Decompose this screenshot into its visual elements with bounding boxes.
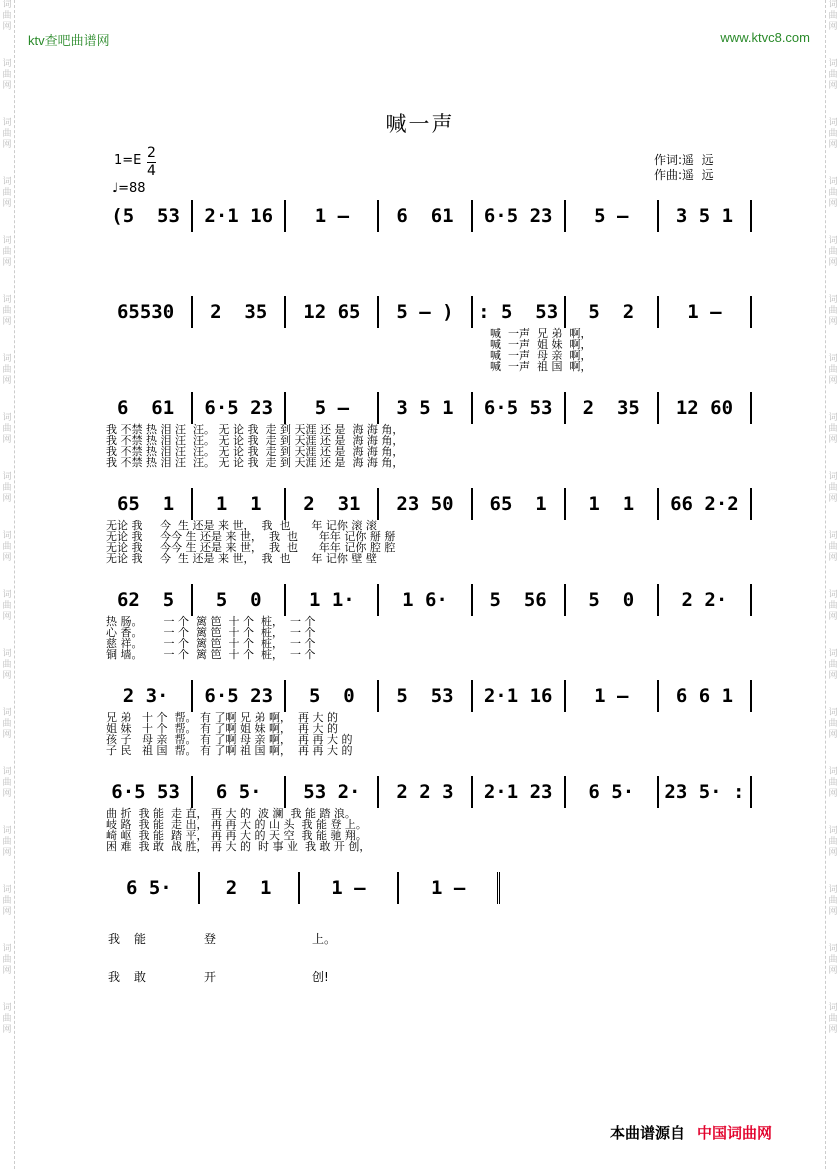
measure [659,200,752,232]
music-system [100,296,752,372]
measure [200,872,300,904]
measure-notes: 12 65 [303,301,361,323]
watermark-mark: 词 曲 网 [2,118,12,150]
watermark-mark: 词 曲 网 [2,590,12,622]
time-signature-bottom: 4 [147,163,156,179]
lyric-line: 子 民 祖 国 帮。 有 了啊 祖 国 啊， 再 再 大 的 [106,744,353,757]
measure-notes: 6 5· [588,781,635,803]
lyric-line: 我 不禁 热 泪 汪 汪。 无 论 我 走 到 天涯 还 是 海 海 角， [106,423,404,436]
measure [379,200,472,232]
final-lyric-word: 我 [108,970,121,984]
measure-notes: 3 5 1 [396,397,454,419]
measure-notes: 6·5 53 [483,397,553,419]
measure [566,488,659,520]
measure-notes: 2 35 [582,397,640,419]
lyric-line: 无论 我 今 生 还是 来 世， 我 也 年 记你 壁 壁 [106,552,377,565]
key-signature: 1=E [114,153,142,168]
measure [193,680,286,712]
watermark-mark: 词 曲 网 [828,0,838,32]
measure-notes: 6·5 23 [204,397,274,419]
lyric-line: 我 不禁 热 泪 汪 汪。 无 论 我 走 到 天涯 还 是 海 海 角， [106,434,404,447]
measure-notes: 5 53 [396,685,454,707]
measure [100,488,193,520]
notation-row [100,584,752,616]
measure-notes: : 5 53 [478,301,559,323]
measure [566,200,659,232]
watermark-mark: 词 曲 网 [828,708,838,740]
watermark-mark: 词 曲 网 [2,177,12,209]
final-lyric-word: 敢 [134,970,147,984]
measure [473,776,566,808]
watermark-mark: 词 曲 网 [2,59,12,91]
music-system [100,872,752,904]
measure [193,392,286,424]
measure [379,776,472,808]
measure [379,584,472,616]
lyric-line: 我 不禁 热 泪 汪 汪。 无 论 我 走 到 天涯 还 是 海 海 角， [106,456,404,469]
music-system [100,584,752,660]
lyric-line: 喊 一声 姐 妹 啊， [490,338,592,351]
measure [193,584,286,616]
watermark-mark: 词 曲 网 [828,354,838,386]
song-title: 喊一声 [385,112,455,136]
measure [379,296,472,328]
lyric-line: 曲 折 我 能 走 直， 再 大 的 波 澜 我 能 踏 浪。 [106,807,356,820]
measure-notes: 2 2· [681,589,728,611]
measure-notes: (5 53 [111,205,180,227]
measure-notes: 2·1 16 [204,205,274,227]
measure [473,584,566,616]
final-lyric-word: 开 [204,970,217,984]
measure-notes: 6 61 [116,397,175,419]
measure [659,488,752,520]
lyric-line: 慈 祥。 一 个 篱 笆 十 个 桩， 一 个 [106,637,316,650]
measure [193,488,286,520]
notation-row [100,200,752,232]
watermark-mark: 词 曲 网 [828,826,838,858]
measure-notes: 2·1 16 [483,685,553,707]
measure-notes: 65 1 [116,493,175,515]
measure [379,680,472,712]
measure-notes: 5 0 [588,589,635,611]
watermark-mark: 词 曲 网 [828,767,838,799]
notation-row [100,680,752,712]
lyric-line: 热 肠。 一 个 篱 笆 十 个 桩， 一 个 [106,615,316,628]
measure [100,296,193,328]
tempo-marking: ♩=88 [112,181,146,196]
watermark-mark: 词 曲 网 [2,354,12,386]
measure-notes: 66 2·2 [670,493,739,515]
watermark-mark: 词 曲 网 [2,944,12,976]
watermark-mark: 词 曲 网 [2,0,12,32]
watermark-mark: 词 曲 网 [828,236,838,268]
lyric-line: 无论 我 今今 生 还是 来 世， 我 也 年年 记你 掰 掰 [106,530,396,543]
watermark-mark: 词 曲 网 [828,944,838,976]
header-site-name[interactable]: ktv查吧曲谱网 [28,33,110,48]
time-signature [147,145,156,180]
watermark-mark: 词 曲 网 [828,649,838,681]
lyric-line: 喊 一声 祖 国 啊， [490,360,592,373]
notation-row [100,296,752,328]
watermark-mark: 词 曲 网 [828,295,838,327]
measure [473,392,566,424]
measure [379,488,472,520]
measure [100,776,193,808]
measure-notes: 53 2· [303,781,361,803]
watermark-mark: 词 曲 网 [2,236,12,268]
measure-notes: 1 1 [215,493,262,515]
watermark-mark: 词 曲 网 [2,885,12,917]
measure [659,776,752,808]
measure [659,392,752,424]
measure-notes: 1 1 [588,493,635,515]
lyric-line: 困 难 我 敢 战 胜， 再 大 的 时 事 业 我 敢 开 创， [106,840,371,853]
watermark-mark: 词 曲 网 [828,531,838,563]
measure [100,872,200,904]
measure [286,392,379,424]
notation-row [100,392,752,424]
watermark-mark: 词 曲 网 [828,118,838,150]
measure-notes: 1 – [687,301,722,323]
footer-site-link[interactable]: 中国词曲网 [697,1124,773,1142]
notation-row [100,488,752,520]
notation-row [100,776,752,808]
watermark-mark: 词 曲 网 [2,767,12,799]
measure [193,776,286,808]
measure-notes: 6·5 23 [483,205,553,227]
measure-notes: 5 – [594,205,629,227]
measure-notes: 6·5 53 [111,781,180,803]
footer-label: 本曲谱源自 [610,1124,686,1142]
final-lyric-word: 能 [134,932,147,946]
time-signature-top: 2 [147,145,156,161]
measure [473,200,566,232]
lyric-line: 喊 一声 兄 弟 啊， [490,327,592,340]
measure [100,680,193,712]
measure-notes: 12 60 [675,397,734,419]
measure [100,584,193,616]
measure [286,296,379,328]
lyricist: 作词:遥 远 [654,153,714,167]
measure [286,680,379,712]
measure-notes: 5 – [314,397,350,419]
measure [286,200,379,232]
measure [286,776,379,808]
watermark-mark: 词 曲 网 [2,413,12,445]
lyric-line: 姐 妹 十 个 帮。 有 了啊 姐 妹 啊， 再 大 的 [106,722,338,735]
watermark-mark: 词 曲 网 [2,649,12,681]
measure-notes: 2 2 3 [396,781,454,803]
measure-notes: 1 6· [402,589,448,611]
measure-notes: 3 5 1 [675,205,734,227]
measure-notes: 5 – ) [396,301,454,323]
watermark-mark: 词 曲 网 [2,1003,12,1035]
measure [659,680,752,712]
watermark-mark: 词 曲 网 [828,1003,838,1035]
measure [286,584,379,616]
measure [566,296,659,328]
measure-notes: 2·1 23 [483,781,553,803]
measure [399,872,500,904]
measure-notes: 1 – [430,877,466,899]
final-lyric-word: 登 [204,932,217,946]
measure-notes: 6·5 23 [204,685,274,707]
measure [659,584,752,616]
lyric-line: 心 香。 一 个 篱 笆 十 个 桩， 一 个 [106,626,316,639]
watermark-mark: 词 曲 网 [2,295,12,327]
watermark-mark: 词 曲 网 [828,413,838,445]
measure [473,488,566,520]
watermark-mark: 词 曲 网 [828,885,838,917]
watermark-mark: 词 曲 网 [2,531,12,563]
music-system [100,392,752,468]
measure-notes: 2 35 [210,301,268,323]
final-lyric-line-2 [108,968,408,982]
measure [659,296,752,328]
watermark-mark: 词 曲 网 [828,59,838,91]
music-system [100,488,752,564]
measure [473,680,566,712]
measure-notes: 23 50 [396,493,454,515]
watermark-mark: 词 曲 网 [2,472,12,504]
measure [100,200,193,232]
watermark-mark: 词 曲 网 [828,472,838,504]
final-lyric-word: 创! [312,970,329,984]
measure-notes: 5 2 [588,301,635,323]
measure-notes: 2 3· [122,685,169,707]
composer: 作曲:遥 远 [654,168,714,182]
measure-notes: 1 – [331,877,366,899]
measure-notes: 1 – [314,205,350,227]
measure-notes: 2 1 [225,877,272,899]
measure [300,872,400,904]
measure-notes: 5 0 [308,685,355,707]
measure [193,200,286,232]
measure [566,680,659,712]
watermark-mark: 词 曲 网 [2,826,12,858]
lyric-line: 无论 我 今今 生 还是 来 世， 我 也 年年 记你 腔 腔 [106,541,396,554]
measure-notes: 23 5· : [664,781,745,803]
measure-notes: 65530 [116,301,175,323]
right-margin-watermark [825,0,840,1169]
notation-row [100,872,500,904]
measure-notes: 1 – [594,685,629,707]
measure [193,296,286,328]
credits [654,153,714,183]
measure [566,584,659,616]
measure-notes: 6 5· [125,877,172,899]
watermark-mark: 词 曲 网 [828,590,838,622]
measure-notes: 5 0 [215,589,262,611]
measure-notes: 2 31 [303,493,361,515]
final-lyric-line-1 [108,930,408,944]
lyric-line: 无论 我 今 生 还是 来 世， 我 也 年 记你 滚 滚 [106,519,377,532]
measure [379,392,472,424]
measure [566,776,659,808]
measure-notes: 1 1· [308,589,355,611]
measure-notes: 5 56 [489,589,547,611]
music-system [100,680,752,756]
lyric-line: 铜 墙。 一 个 篱 笆 十 个 桩， 一 个 [106,648,316,661]
music-system [100,200,752,232]
lyric-line: 兄 弟 十 个 帮。 有 了啊 兄 弟 啊， 再 大 的 [106,711,338,724]
lyric-line: 我 不禁 热 泪 汪 汪。 无 论 我 走 到 天涯 还 是 海 海 角， [106,445,404,458]
measure [566,392,659,424]
measure-notes: 6 5· [215,781,262,803]
measure-notes: 65 1 [489,493,547,515]
measure [473,296,566,328]
measure-notes: 6 6 1 [675,685,734,707]
measure-notes: 6 61 [396,205,454,227]
measure [286,488,379,520]
source-footer [610,1122,772,1143]
lyric-line: 喊 一声 母 亲 啊， [490,349,592,362]
lyric-line: 岐 路 我 能 走 出， 再 再 大 的 山 头 我 能 登 上。 [106,818,367,831]
final-lyric-word: 我 [108,932,121,946]
measure [100,392,193,424]
header-site-url[interactable]: www.ktvc8.com [720,30,810,45]
measure-notes: 62 5 [116,589,175,611]
final-lyric-word: 上。 [312,932,337,946]
left-margin-watermark [0,0,15,1169]
lyric-line: 孩 子 母 亲 帮。 有 了啊 母 亲 啊， 再 再 大 的 [106,733,353,746]
music-system [100,776,752,852]
lyric-line: 崎 岖 我 能 踏 平， 再 再 大 的 天 空 我 能 驰 翔。 [106,829,367,842]
watermark-mark: 词 曲 网 [828,177,838,209]
watermark-mark: 词 曲 网 [2,708,12,740]
